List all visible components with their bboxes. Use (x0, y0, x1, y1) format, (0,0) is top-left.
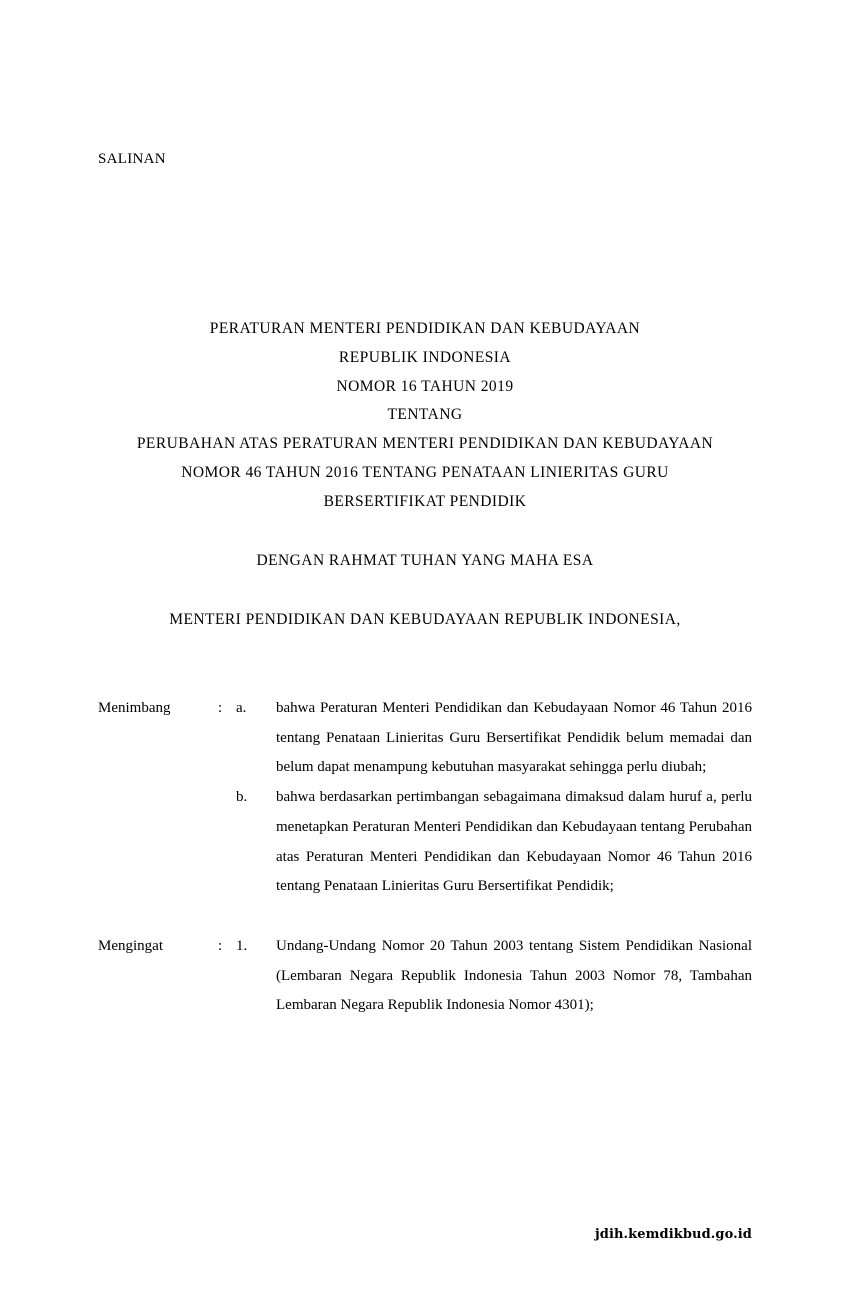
title-line-4: TENTANG (387, 406, 463, 424)
clause-group-menimbang (0, 694, 850, 902)
clause-marker-b: b. (236, 789, 248, 806)
clause-colon: : (218, 700, 223, 716)
document-title-block (0, 315, 850, 517)
clause-text-a: bahwa Peraturan Menteri Pendidikan dan Kebudayaan Nomor 46 Tahun 2016 tentang Penataan Linieritas Guru Bersertifikat Pendidik belum memadai dan belum dapat menampung kebutuhan masyarakat sehingga perlu diubah; (276, 700, 752, 776)
title-line-2: REPUBLIK INDONESIA (338, 348, 512, 366)
clause-item (0, 694, 850, 783)
clause-marker-1: 1. (236, 937, 248, 954)
clause-text-1: Undang-Undang Nomor 20 Tahun 2003 tentang Sistem Pendidikan Nasional (Lembaran Negara Republik Indonesia Tahun 2003 Nomor 78, Tambahan Lembaran Negara Republik Indonesia Nomor 4301); (276, 937, 752, 1014)
clause-text-b: bahwa berdasarkan pertimbangan sebagaimana dimaksud dalam huruf a, perlu menetapkan Peraturan Menteri Pendidikan dan Kebudayaan tentang Perubahan atas Peraturan Menteri Pendidikan dan Kebudayaan Nomor 46 Tahun 2016 tentang Penataan Linieritas Guru Bersertifikat Pendidik; (276, 789, 752, 895)
clause-list (0, 694, 850, 1021)
footer-watermark: jdih.kemdikbud.go.id (594, 1227, 752, 1242)
clause-colon: : (218, 937, 223, 954)
title-line-7: BERSERTIFIKAT PENDIDIK (323, 492, 527, 510)
clause-label-menimbang: Menimbang (98, 700, 171, 716)
title-line-1: PERATURAN MENTERI PENDIDIKAN DAN KEBUDAYAAN (209, 320, 641, 337)
issuing-authority: MENTERI PENDIDIKAN DAN KEBUDAYAAN REPUBLIK INDONESIA, (169, 611, 681, 628)
clause-item (0, 932, 850, 1021)
clause-label-mengingat: Mengingat (98, 937, 163, 954)
title-line-5: PERUBAHAN ATAS PERATURAN MENTERI PENDIDIKAN DAN KEBUDAYAAN (136, 435, 714, 453)
clause-item (0, 783, 850, 902)
clause-group-mengingat (0, 932, 850, 1021)
copy-mark: SALINAN (98, 151, 166, 167)
clause-marker-a: a. (236, 700, 247, 716)
divine-invocation: DENGAN RAHMAT TUHAN YANG MAHA ESA (256, 552, 594, 569)
title-line-3: NOMOR 16 TAHUN 2019 (336, 377, 514, 395)
title-line-6: NOMOR 46 TAHUN 2016 TENTANG PENATAAN LINIERITAS GURU (181, 463, 669, 481)
